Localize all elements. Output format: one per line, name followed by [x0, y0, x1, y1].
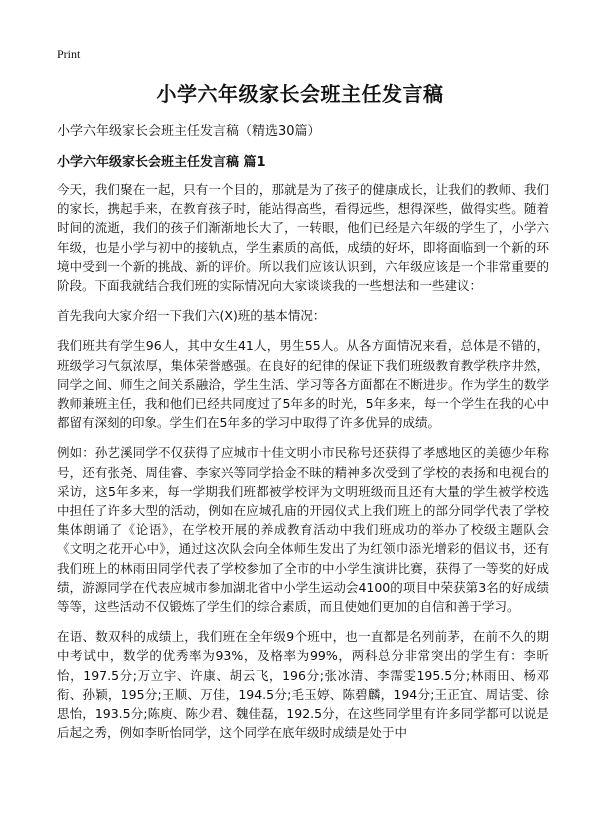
section-heading: 小学六年级家长会班主任发言稿 篇1 — [57, 155, 266, 170]
page-title: 小学六年级家长会班主任发言稿 — [156, 82, 444, 106]
paragraph-intro: 今天，我们聚在一起，只有一个目的，那就是为了孩子的健康成长，让我们的教师、我们的家长，携起手来，在教育孩子时，能站得高些，看得远些，想得深些，做得实些。随着时间的流逝，我们的孩子们渐渐地长大了，一转眼，他们已经是六年级的学生了，小学六年级，也是小学与初中的接轨点，学生素质的高低，成绩的好坏，即将面临到一个新的环境中受到一个新的挑战、新的评价。所以我们应该认识到，六年级应该是一个非常重要的阶段。下面我就结合我们班的实际情况向大家谈谈我的一些想法和一些建议： — [57, 182, 549, 294]
document-subtitle: 小学六年级家长会班主任发言稿（精选30篇） — [57, 124, 321, 139]
print-link[interactable]: Print — [57, 47, 81, 61]
document-body — [57, 180, 549, 753]
paragraph-class-intro: 首先我向大家介绍一下我们六(X)班的基本情况： — [57, 308, 326, 324]
paragraph-scores: 在语、数双科的成绩上，我们班在全年级9个班中，也一直都是名列前茅，在前不久的期中考试中，数学的优秀率为93%，及格率为99%，两科总分非常突出的学生有：李昕怡，197.5分;万立宇、许康、胡云飞，196分;张冰清、李霈雯195.5分;林雨田、杨邓衔、孙颖，195分;王顺、万佳，194.5分;毛玉婷、陈碧麟，194分;王正宜、周诘雯、徐思怡，193.5分;陈庾、陈少君、魏佳磊，192.5分，在这些同学里有许多同学都可以说是后起之秀，例如李昕怡同学，这个同学在底年级时成绩是处于中 — [57, 629, 549, 741]
paragraph-examples: 例如：孙艺溪同学不仅获得了应城市十佳文明小市民称号还获得了孝感地区的美德少年称号，还有张尧、周佳睿、李家兴等同学拾金不昧的精神多次受到了学校的表扬和电视台的采访，这5年多来，每一学期我们班都被学校评为文明班级而且还有大量的学生被学校选中担任了许多大型的活动，例如在应城孔庙的开园仪式上我们班上的部分同学代表了学校集体朗诵了《论语》，在学校开展的养成教育活动中我们班成功的举办了校级主题队会《文明之花开心中》，通过这次队会向全体师生发出了为红领巾添光增彩的倡议书，还有我们班上的林雨田同学代表了学校参加了全市的中小学生演讲比赛，获得了一等奖的好成绩，游源同学在代表应城市参加湖北省中小学生运动会4100的项目中荣获第3名的好成绩等等，这些活动不仅锻炼了学生们的综合素质，而且使她们更加的自信和善于学习。 — [57, 445, 549, 615]
paragraph-class-overview: 我们班共有学生96人，其中女生41人，男生55人。从各方面情况来看，总体是不错的，班级学习气氛浓厚，集体荣誉感强。在良好的纪律的保证下我们班级教育教学秩序井然，同学之间、师生之间关系融洽，学生生活、学习等各方面都在不断进步。作为学生的数学教师兼班主任，我和他们已经共同度过了5年多的时光，5年多来，每一个学生在我的心中都留有深刻的印象。学生们在5年多的学习中取得了许多优异的成绩。 — [57, 338, 549, 431]
